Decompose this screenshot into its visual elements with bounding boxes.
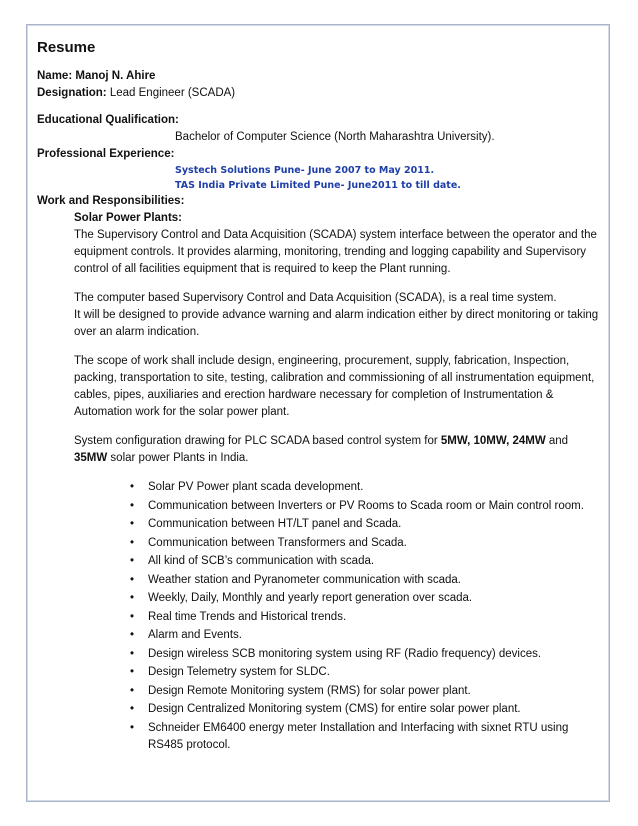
resume-title: Resume: [37, 39, 96, 56]
scope-of-work-paragraph: The scope of work shall include design, engineering, procurement, supply, fabrication, Inspection, packing, transportation to site, testing, calibration and commissioning of all instrumentation equipment, cables, pipes, auxiliaries and erection hardware necessary for completion of Instrumentation & Automation work for the solar power plant.: [74, 355, 595, 418]
list-item: • Real time Trends and Historical trends.: [133, 609, 605, 626]
system-configuration-paragraph: [37, 433, 605, 467]
education-label: Educational Qualification:: [37, 114, 179, 126]
config-text: System configuration drawing for PLC SCADA based control system for: [74, 435, 441, 447]
list-item: • Weather station and Pyranometer communication with scada.: [133, 572, 605, 589]
designation-label: Designation:: [37, 87, 107, 99]
scada-description-paragraph: The Supervisory Control and Data Acquisition (SCADA) system interface between the operator and the equipment controls. It provides alarming, monitoring, trending and logging capability and Supervisory control of all facilities equipment that is required to keep the Plant running.: [74, 229, 597, 275]
list-item: • Design Centralized Monitoring system (CMS) for entire solar power plant.: [133, 701, 605, 718]
list-item: • Communication between Transformers and Scada.: [133, 535, 605, 552]
config-capacities: 5MW, 10MW, 24MW: [440, 435, 546, 447]
experience-item: TAS India Private Limited Pune- June2011 to till date.: [175, 180, 461, 191]
designation-value: Lead Engineer (SCADA): [109, 87, 236, 99]
list-item: • Alarm and Events.: [133, 627, 605, 644]
list-item: • Weekly, Daily, Monthly and yearly report generation over scada.: [133, 590, 605, 607]
experience-item: Systech Solutions Pune- June 2007 to May 2011.: [175, 165, 435, 176]
config-text: and: [545, 435, 569, 447]
config-text: solar power Plants in India.: [107, 452, 249, 464]
list-item: • Design Remote Monitoring system (RMS) for solar power plant.: [133, 683, 605, 700]
name-label: Name:: [37, 70, 73, 82]
name-line: [37, 68, 605, 85]
list-item: • Solar PV Power plant scada development.: [133, 479, 605, 496]
list-item: • Schneider EM6400 energy meter Installation and Interfacing with sixnet RTU using RS485 protocol.: [133, 720, 605, 754]
education-value: Bachelor of Computer Science (North Maharashtra University).: [175, 131, 495, 143]
designation-line: [37, 85, 605, 102]
list-item: • All kind of SCB’s communication with scada.: [133, 553, 605, 570]
name-value: Manoj N. Ahire: [75, 70, 156, 82]
work-label: Work and Responsibilities:: [37, 195, 185, 207]
resume-document: [37, 38, 605, 755]
responsibilities-list: [37, 479, 605, 754]
config-capacity: 35MW: [74, 452, 108, 464]
list-item: • Communication between HT/LT panel and Scada.: [133, 516, 605, 533]
advance-warning-line: It will be designed to provide advance warning and alarm indication either by direct monitoring or taking over an alarm indication.: [74, 309, 599, 338]
list-item: • Design Telemetry system for SLDC.: [133, 664, 605, 681]
realtime-system-line: The computer based Supervisory Control and Data Acquisition (SCADA), is a real time system.: [74, 292, 557, 304]
project-label: Solar Power Plants:: [74, 212, 183, 224]
list-item: • Design wireless SCB monitoring system using RF (Radio frequency) devices.: [133, 646, 605, 663]
list-item: • Communication between Inverters or PV Rooms to Scada room or Main control room.: [133, 498, 605, 515]
experience-label: Professional Experience:: [37, 148, 175, 160]
